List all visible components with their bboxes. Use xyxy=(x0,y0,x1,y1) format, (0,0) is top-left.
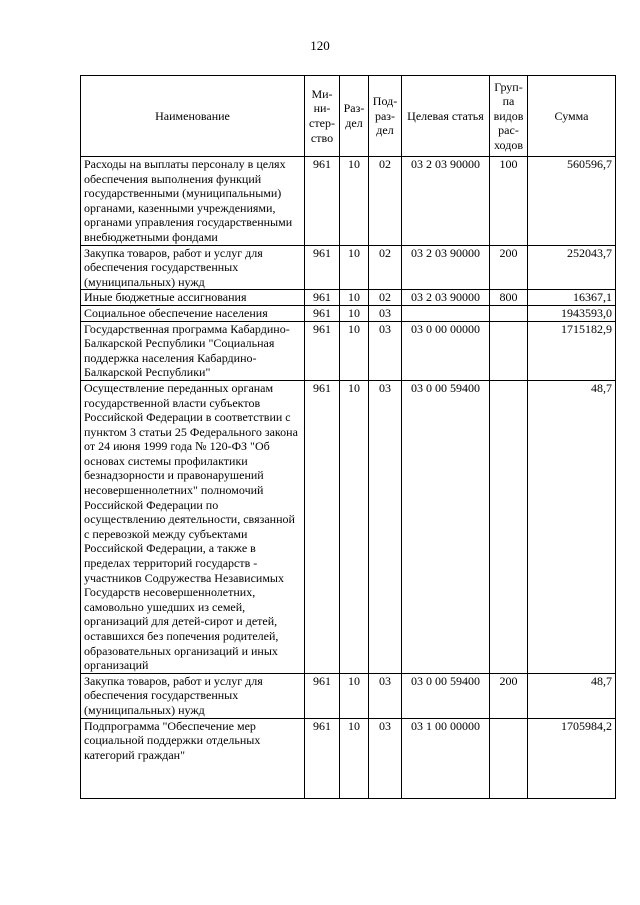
row-sum: 1705984,2 xyxy=(528,718,616,798)
row-name: Социальное обеспечение населения xyxy=(81,305,305,321)
row-section: 10 xyxy=(340,718,369,798)
row-subsection: 03 xyxy=(369,718,402,798)
row-target: 03 2 03 90000 xyxy=(402,245,490,290)
row-target: 03 1 00 00000 xyxy=(402,718,490,798)
row-subsection: 03 xyxy=(369,673,402,718)
row-subsection: 02 xyxy=(369,157,402,246)
row-sum: 560596,7 xyxy=(528,157,616,246)
budget-table xyxy=(80,75,616,799)
row-sum: 48,7 xyxy=(528,673,616,718)
row-group xyxy=(490,321,528,380)
row-target: 03 0 00 00000 xyxy=(402,321,490,380)
row-subsection: 03 xyxy=(369,380,402,673)
table-row xyxy=(81,245,616,290)
row-target: 03 0 00 59400 xyxy=(402,380,490,673)
row-name: Закупка товаров, работ и услуг для обеспечения государственных (муниципальных) нужд xyxy=(81,673,305,718)
row-name: Государственная программа Кабардино-Балкарской Республики "Социальная поддержка населения Кабардино-Балкарской Республики" xyxy=(81,321,305,380)
table-row xyxy=(81,673,616,718)
row-ministry: 961 xyxy=(305,245,340,290)
row-section: 10 xyxy=(340,380,369,673)
row-sum: 16367,1 xyxy=(528,290,616,306)
row-section: 10 xyxy=(340,157,369,246)
row-group: 200 xyxy=(490,245,528,290)
row-group xyxy=(490,380,528,673)
row-ministry: 961 xyxy=(305,380,340,673)
header-section: Раз-дел xyxy=(340,76,369,157)
row-name: Осуществление переданных органам государственной власти субъектов Российской Федерации в соответствии с пунктом 3 статьи 25 Федерального закона от 24 июня 1999 года № 120-ФЗ "Об основах системы профилактики безнадзорности и правонарушений несовершеннолетних" полномочий Российской Федерации по осуществлению деятельности, связанной с перевозкой между субъектами Российской Федерации, а также в пределах территорий государств - участников Содружества Независимых Государств несовершеннолетних, самовольно ушедших из семей, организаций для детей-сирот и детей, оставшихся без попечения родителей, образовательных организаций и иных организаций xyxy=(81,380,305,673)
row-name: Закупка товаров, работ и услуг для обеспечения государственных (муниципальных) нужд xyxy=(81,245,305,290)
row-section: 10 xyxy=(340,305,369,321)
row-sum: 1943593,0 xyxy=(528,305,616,321)
row-name: Расходы на выплаты персоналу в целях обеспечения выполнения функций государственными (муниципальными) органами, казенными учреждениями, органами управления государственными внебюджетными фондами xyxy=(81,157,305,246)
row-target: 03 2 03 90000 xyxy=(402,290,490,306)
table-row xyxy=(81,718,616,798)
table-row xyxy=(81,380,616,673)
table-row xyxy=(81,321,616,380)
table-row xyxy=(81,290,616,306)
header-target: Целевая статья xyxy=(402,76,490,157)
page-number: 120 xyxy=(310,38,330,53)
row-section: 10 xyxy=(340,290,369,306)
row-group: 800 xyxy=(490,290,528,306)
table-row xyxy=(81,305,616,321)
row-target: 03 2 03 90000 xyxy=(402,157,490,246)
header-name: Наименование xyxy=(81,76,305,157)
row-target: 03 0 00 59400 xyxy=(402,673,490,718)
row-group: 100 xyxy=(490,157,528,246)
row-subsection: 03 xyxy=(369,305,402,321)
header-sum: Сумма xyxy=(528,76,616,157)
row-ministry: 961 xyxy=(305,321,340,380)
row-sum: 252043,7 xyxy=(528,245,616,290)
row-name: Подпрограмма "Обеспечение мер социальной поддержки отдельных категорий граждан" xyxy=(81,718,305,798)
row-ministry: 961 xyxy=(305,305,340,321)
row-subsection: 02 xyxy=(369,290,402,306)
table-header-row xyxy=(81,76,616,157)
row-ministry: 961 xyxy=(305,290,340,306)
row-group: 200 xyxy=(490,673,528,718)
row-ministry: 961 xyxy=(305,157,340,246)
row-group xyxy=(490,305,528,321)
row-section: 10 xyxy=(340,321,369,380)
row-group xyxy=(490,718,528,798)
row-subsection: 03 xyxy=(369,321,402,380)
row-target xyxy=(402,305,490,321)
row-sum: 1715182,9 xyxy=(528,321,616,380)
row-ministry: 961 xyxy=(305,718,340,798)
header-subsection: Под-раз-дел xyxy=(369,76,402,157)
row-section: 10 xyxy=(340,245,369,290)
table-row xyxy=(81,157,616,246)
row-section: 10 xyxy=(340,673,369,718)
header-ministry: Ми-ни-стер-ство xyxy=(305,76,340,157)
row-sum: 48,7 xyxy=(528,380,616,673)
row-subsection: 02 xyxy=(369,245,402,290)
row-name: Иные бюджетные ассигнования xyxy=(81,290,305,306)
header-group: Груп-па видов рас-ходов xyxy=(490,76,528,157)
row-ministry: 961 xyxy=(305,673,340,718)
